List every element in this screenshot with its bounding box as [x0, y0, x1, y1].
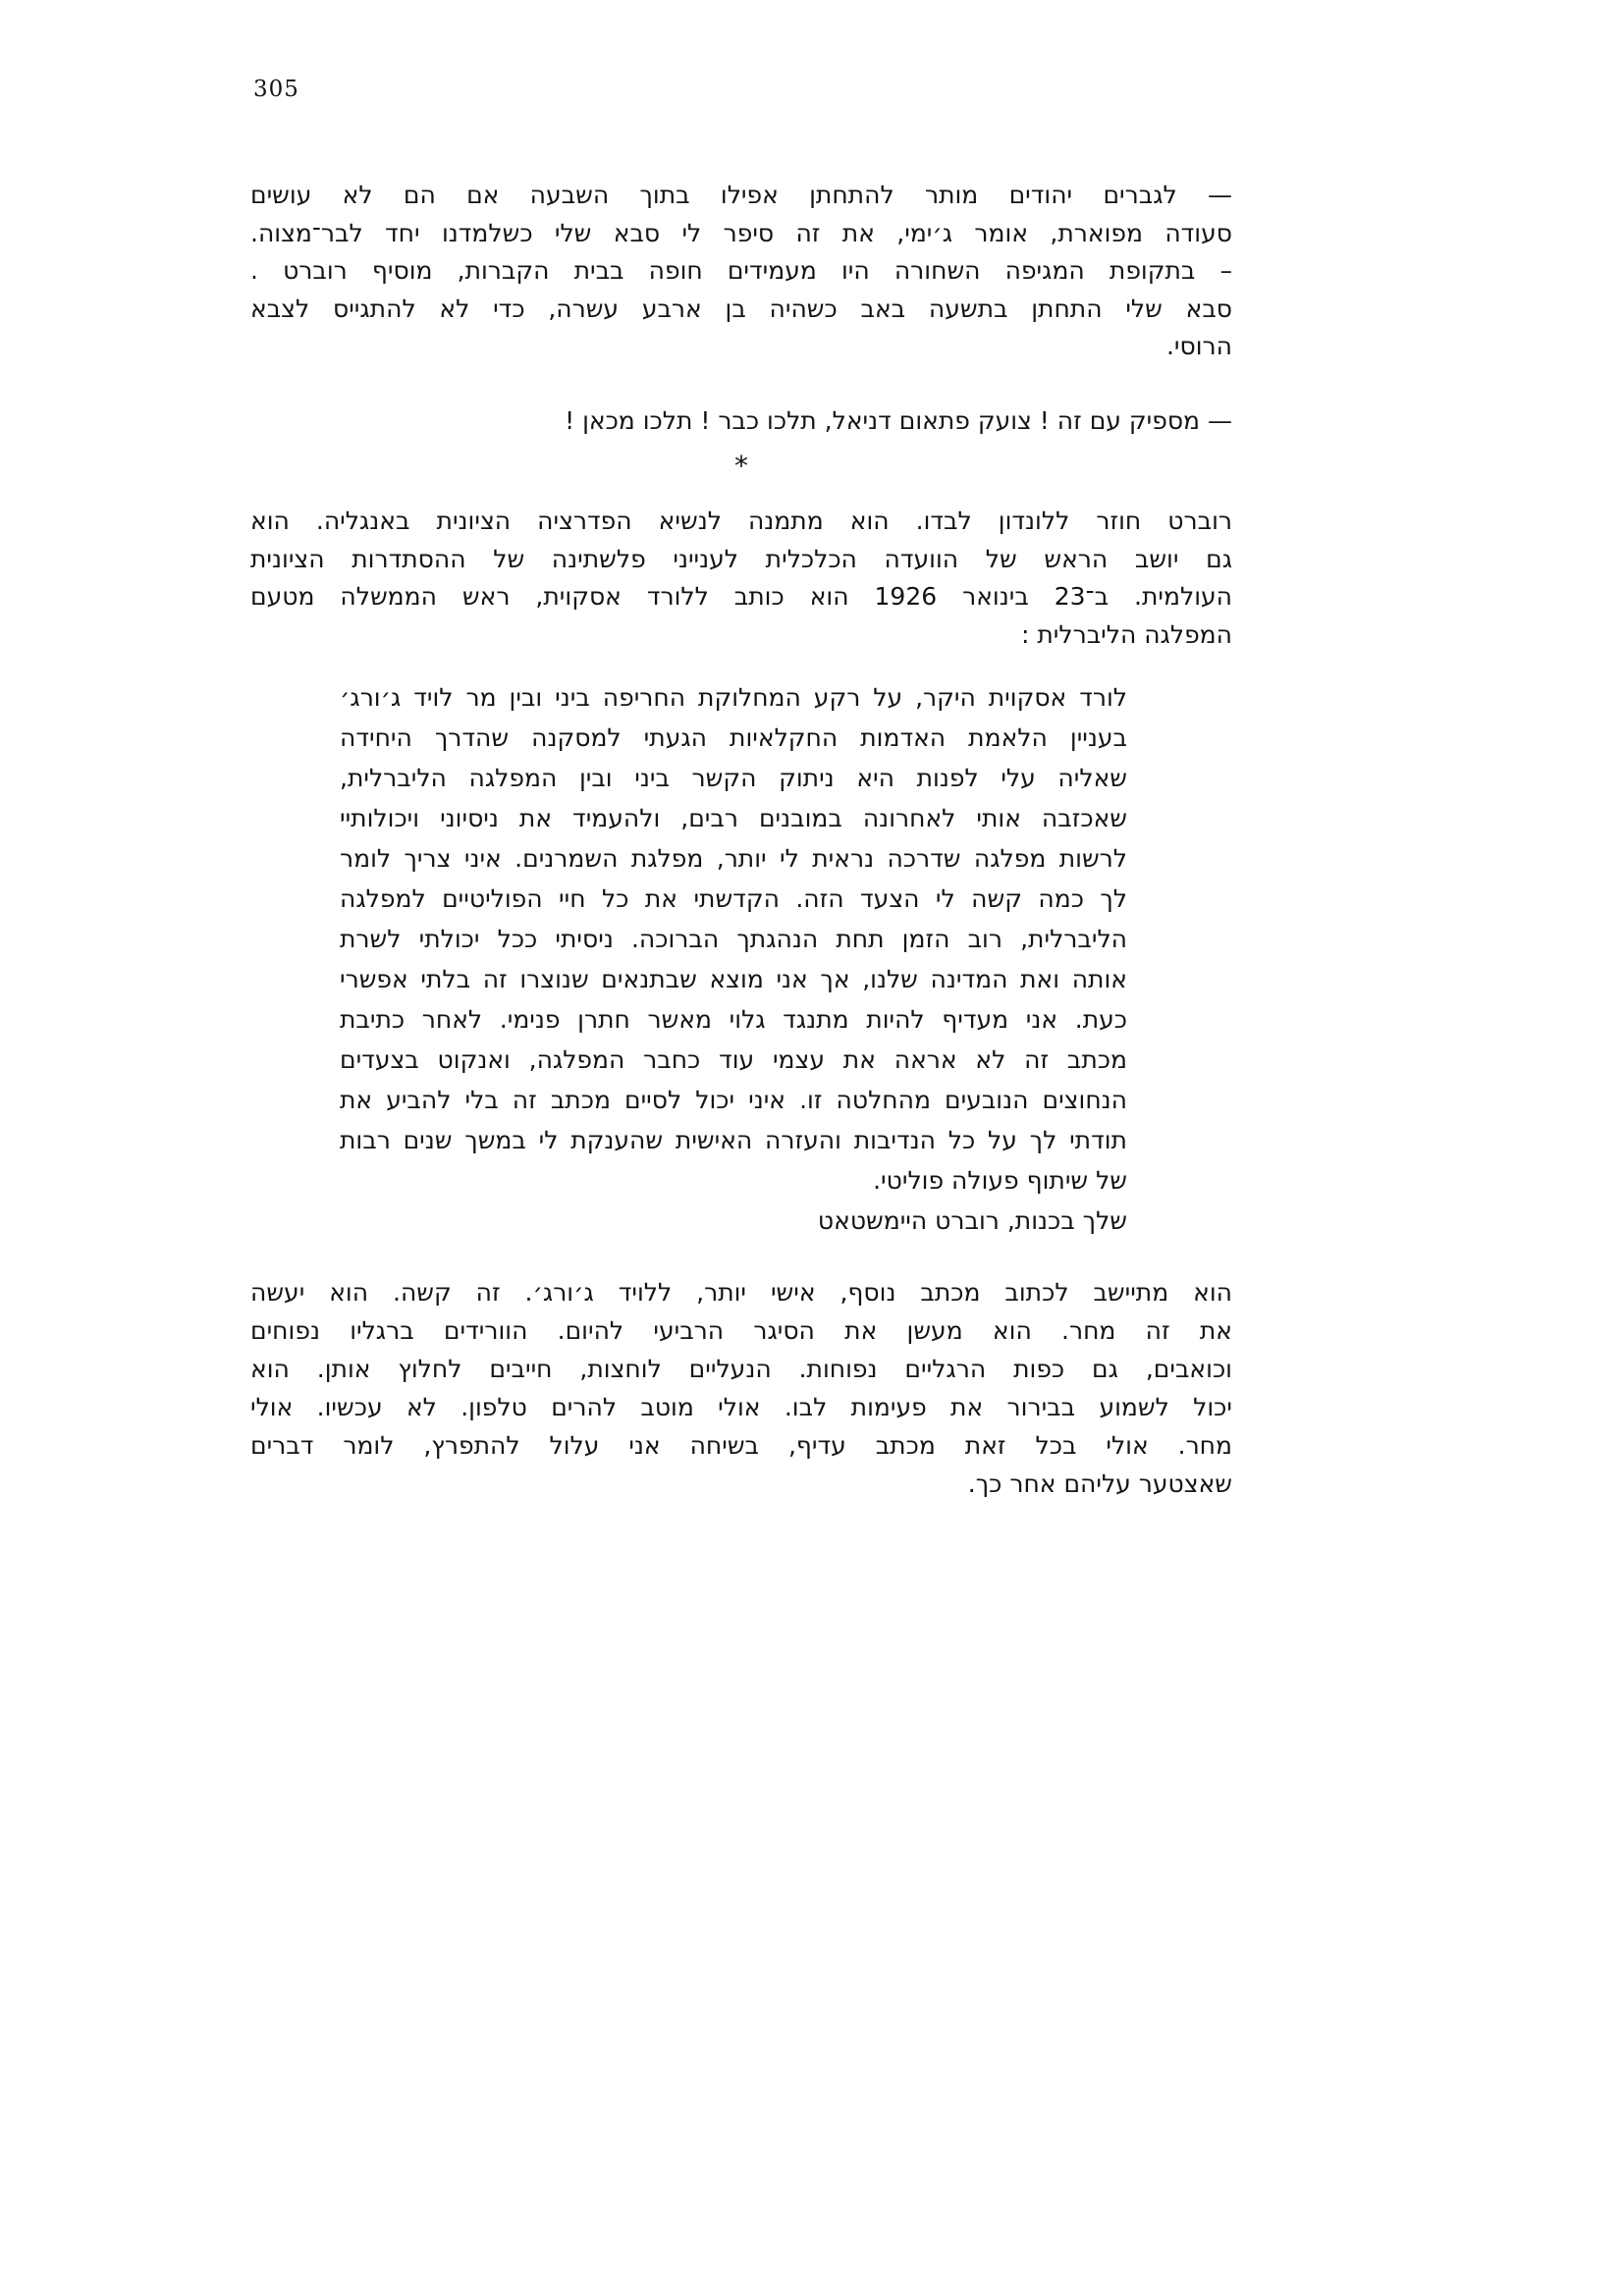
letter-blockquote: [340, 677, 1127, 1241]
text-line: את זה מחר. הוא מעשן את הסיגר הרביעי להיום. הוורידים ברגליו נפוחים: [250, 1316, 1232, 1345]
text-line: – בתקופת המגיפה השחורה היו מעמידים חופה בבית הקברות, מוסיף רוברט .: [250, 256, 1232, 285]
letter-line: בעניין הלאמת האדמות החקלאיות הגעתי למסקנה שהדרך היחידה: [340, 723, 1127, 752]
letter-line: לך כמה קשה לי הצעד הזה. הקדשתי את כל חיי הפוליטיים למפלגה: [340, 884, 1127, 913]
text-line: הרוסי.: [1165, 332, 1232, 360]
text-line: מחר. אולי בכל זאת מכתב עדיף, בשיחה אני עלול להתפרץ, לומר דברים: [250, 1431, 1232, 1460]
paragraph-wedding-dialogue: [250, 177, 1232, 366]
text-line: גם יושב הראש של הוועדה הכלכלית לענייני פלשתינה של ההסתדרות הציונית: [250, 544, 1232, 573]
text-line: העולמית. ב־23 בינואר 1926 הוא כותב ללורד אסקוית, ראש הממשלה מטעם: [250, 582, 1232, 611]
letter-line: הליברלית, רוב הזמן תחת הנהגתך הברוכה. ניסיתי ככל יכולתי לשרת: [340, 925, 1127, 953]
dialogue-daniel-shout: [250, 402, 1232, 441]
asterisk-separator: *: [734, 450, 748, 482]
paragraph-robert-london: [250, 503, 1232, 654]
letter-line: לורד אסקוית היקר, על רקע המחלוקת החריפה ביני ובין מר לויד ג׳ורג׳: [340, 683, 1127, 712]
text-line: רוברט חוזר ללונדון לבדו. הוא מתמנה לנשיא הפדרציה הציונית באנגליה. הוא: [250, 507, 1232, 535]
letter-line: שאכזבה אותי לאחרונה במובנים רבים, ולהעמיד את ניסיוני ויכולותיי: [340, 804, 1127, 832]
letter-line: כעת. אני מעדיף להיות מתנגד גלוי מאשר חתרן פנימי. לאחר כתיבת: [340, 1005, 1127, 1034]
letter-line: הנחוצים הנובעים מהחלטה זו. איני יכול לסיים מכתב זה בלי להביע את: [340, 1086, 1127, 1114]
text-line: יכול לשמוע בבירור את פעימות לבו. אולי מוטב להרים טלפון. לא עכשיו. אולי: [250, 1393, 1232, 1421]
text-line: — לגברים יהודים מותר להתחתן אפילו בתוך השבעה אם הם לא עושים: [250, 181, 1232, 209]
text-line: המפלגה הליברלית :: [1020, 619, 1232, 649]
letter-line: תודתי לך על כל הנדיבות והעזרה האישית שהענקת לי במשך שנים רבות: [340, 1126, 1127, 1154]
text-line: שאצטער עליהם אחר כך.: [967, 1469, 1232, 1498]
dialogue-line: — מספיק עם זה ! צועק פתאום דניאל, תלכו כבר ! תלכו מכאן !: [565, 406, 1232, 435]
letter-line: אותה ואת המדינה שלנו, אך אני מוצא שבתנאים שנוצרו זה בלתי אפשרי: [340, 965, 1127, 993]
letter-line: מכתב זה לא אראה את עצמי עוד כחבר המפלגה, ואנקוט בצעדים: [340, 1045, 1127, 1074]
page-number: 305: [253, 77, 299, 102]
text-line: וכואבים, גם כפות הרגליים נפוחות. הנעליים לוחצות, חייבים לחלוץ אותן. הוא: [250, 1355, 1232, 1383]
paragraph-second-letter: [250, 1273, 1232, 1503]
letter-line: שאליה עלי לפנות היא ניתוק הקשר ביני ובין המפלגה הליברלית,: [340, 764, 1127, 792]
letter-line: לרשות מפלגה שדרכה נראית לי יותר, מפלגת השמרנים. איני צריך לומר: [340, 844, 1127, 873]
letter-signature: שלך בכנות, רוברט היימשטאט: [817, 1206, 1127, 1235]
text-line: סעודה מפוארת, אומר ג׳ימי, את זה סיפר לי סבא שלי כשלמדנו יחד לבר־מצוה.: [250, 218, 1232, 247]
text-line: הוא מתיישב לכתוב מכתב נוסף, אישי יותר, ללויד ג׳ורג׳. זה קשה. הוא יעשה: [250, 1278, 1232, 1307]
section-separator: [250, 447, 1232, 486]
text-line: סבא שלי התחתן בתשעה באב כשהיה בן ארבע עשרה, כדי לא להתגייס לצבא: [250, 294, 1232, 323]
letter-line: של שיתוף פעולה פוליטי.: [873, 1166, 1127, 1195]
